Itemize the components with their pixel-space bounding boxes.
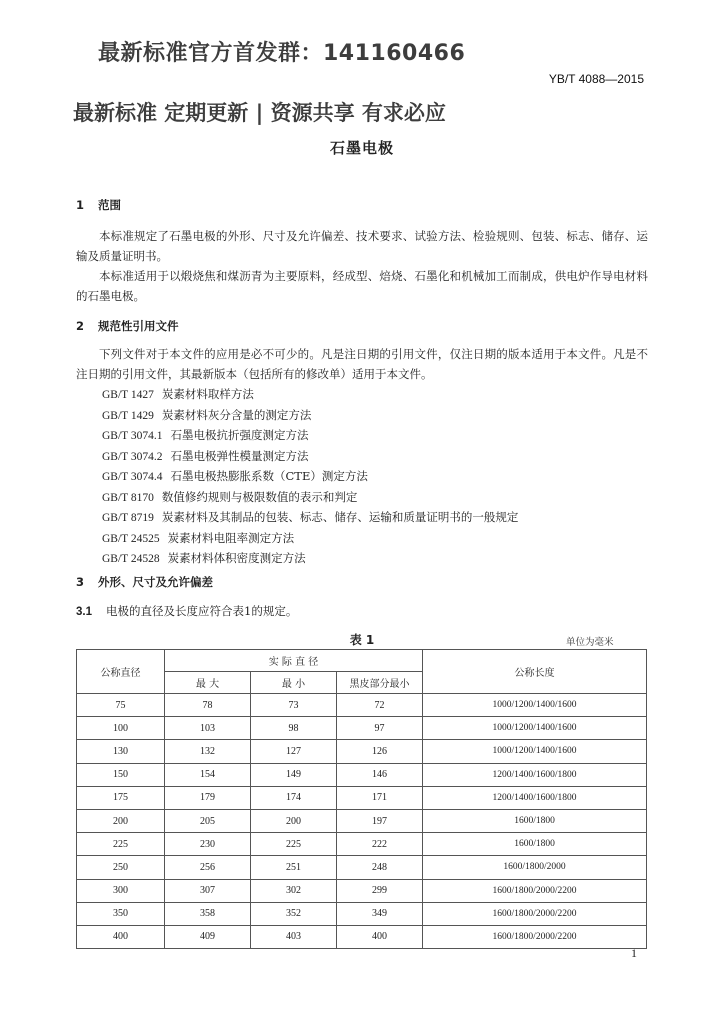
cell-min: 149 <box>251 763 337 786</box>
cell-min: 200 <box>251 809 337 832</box>
reference-title: 炭素材料灰分含量的测定方法 <box>161 407 312 422</box>
header-nominal-diameter: 公称直径 <box>77 650 165 694</box>
section-1-number: 1 <box>76 198 85 212</box>
header-rough-min: 黑皮部分最小 <box>337 672 423 694</box>
cell-nominal: 75 <box>77 694 165 717</box>
table-row <box>77 879 647 902</box>
cell-max: 179 <box>165 786 251 809</box>
section-1-paragraph-2: 本标准适用于以煅烧焦和煤沥青为主要原料，经成型、焙烧、石墨化和机械加工而制成，供电炉作导电材料的石墨电极。 <box>76 269 648 303</box>
section-3-title: 外形、尺寸及允许偏差 <box>98 575 213 589</box>
reference-code: GB/T 24525 <box>102 532 160 545</box>
reference-item <box>102 425 518 446</box>
cell-nominal: 400 <box>77 925 165 948</box>
table-row <box>77 717 647 740</box>
section-3-heading <box>76 574 213 590</box>
cell-rough: 72 <box>337 694 423 717</box>
table-row <box>77 902 647 925</box>
cell-max: 132 <box>165 740 251 763</box>
section-1-heading <box>76 197 121 213</box>
header-min: 最 小 <box>251 672 337 694</box>
section-2-number: 2 <box>76 319 85 333</box>
header-nominal-length: 公称长度 <box>423 650 647 694</box>
cell-length: 1600/1800/2000/2200 <box>423 925 647 948</box>
cell-length: 1000/1200/1400/1600 <box>423 740 647 763</box>
cell-min: 251 <box>251 856 337 879</box>
table-row <box>77 694 647 717</box>
banner-group-number: 最新标准官方首发群：141160466 <box>98 41 466 66</box>
cell-rough: 126 <box>337 740 423 763</box>
reference-item <box>102 548 518 569</box>
section-1-body <box>76 226 648 306</box>
reference-code: GB/T 3074.4 <box>102 471 163 483</box>
section-2-intro-block <box>76 344 648 384</box>
cell-max: 78 <box>165 694 251 717</box>
table-row <box>77 740 647 763</box>
cell-max: 358 <box>165 902 251 925</box>
cell-rough: 400 <box>337 925 423 948</box>
cell-rough: 299 <box>337 879 423 902</box>
document-title: 石墨电极 <box>329 139 394 157</box>
header-actual-diameter: 实 际 直 径 <box>165 650 423 672</box>
cell-nominal: 100 <box>77 717 165 740</box>
cell-max: 205 <box>165 809 251 832</box>
reference-item <box>102 507 518 528</box>
cell-nominal: 130 <box>77 740 165 763</box>
cell-nominal: 300 <box>77 879 165 902</box>
reference-title: 数值修约规则与极限数值的表示和判定 <box>161 489 358 504</box>
reference-code: GB/T 1427 <box>102 389 154 401</box>
section-2-title: 规范性引用文件 <box>98 319 179 333</box>
table-row <box>77 833 647 856</box>
cell-nominal: 225 <box>77 833 165 856</box>
table-row <box>77 809 647 832</box>
reference-item <box>102 384 518 405</box>
reference-item <box>102 446 518 467</box>
header-max: 最 大 <box>165 672 251 694</box>
table-row <box>77 786 647 809</box>
reference-title: 石墨电极热膨胀系数（CTE）测定方法 <box>170 469 368 483</box>
cell-max: 307 <box>165 879 251 902</box>
reference-code: GB/T 3074.1 <box>102 430 163 442</box>
cell-rough: 146 <box>337 763 423 786</box>
reference-item <box>102 487 518 508</box>
cell-length: 1200/1400/1600/1800 <box>423 763 647 786</box>
reference-code: GB/T 8170 <box>102 491 154 504</box>
reference-list <box>102 384 518 569</box>
reference-code: GB/T 24528 <box>102 553 160 565</box>
section-1-title: 范围 <box>98 198 121 212</box>
reference-title: 石墨电极抗折强度测定方法 <box>170 428 309 442</box>
cell-rough: 197 <box>337 809 423 832</box>
reference-item <box>102 405 518 426</box>
cell-min: 352 <box>251 902 337 925</box>
cell-min: 302 <box>251 879 337 902</box>
cell-max: 256 <box>165 856 251 879</box>
cell-rough: 97 <box>337 717 423 740</box>
cell-min: 98 <box>251 717 337 740</box>
cell-rough: 222 <box>337 833 423 856</box>
cell-min: 73 <box>251 694 337 717</box>
reference-title: 石墨电极弹性模量测定方法 <box>170 448 309 463</box>
reference-code: GB/T 1429 <box>102 409 154 422</box>
cell-length: 1200/1400/1600/1800 <box>423 786 647 809</box>
cell-max: 103 <box>165 717 251 740</box>
cell-nominal: 250 <box>77 856 165 879</box>
cell-max: 230 <box>165 833 251 856</box>
reference-item <box>102 528 518 549</box>
reference-item <box>102 466 518 487</box>
cell-min: 403 <box>251 925 337 948</box>
cell-min: 225 <box>251 833 337 856</box>
cell-rough: 248 <box>337 856 423 879</box>
cell-rough: 171 <box>337 786 423 809</box>
cell-rough: 349 <box>337 902 423 925</box>
reference-title: 炭素材料体积密度测定方法 <box>167 551 306 565</box>
cell-max: 154 <box>165 763 251 786</box>
banner-slogan: 最新标准 定期更新 | 资源共享 有求必应 <box>73 101 446 125</box>
cell-length: 1600/1800/2000/2200 <box>423 902 647 925</box>
table-row <box>77 856 647 879</box>
table-caption: 表 1 <box>349 633 375 647</box>
cell-nominal: 150 <box>77 763 165 786</box>
cell-min: 174 <box>251 786 337 809</box>
cell-min: 127 <box>251 740 337 763</box>
table-unit: 单位为毫米 <box>566 637 614 648</box>
cell-length: 1600/1800 <box>423 809 647 832</box>
page-number: 1 <box>631 946 637 960</box>
section-2-heading <box>76 318 179 334</box>
reference-code: GB/T 8719 <box>102 512 154 524</box>
reference-code: GB/T 3074.2 <box>102 450 163 463</box>
cell-length: 1000/1200/1400/1600 <box>423 694 647 717</box>
cell-nominal: 200 <box>77 809 165 832</box>
cell-nominal: 175 <box>77 786 165 809</box>
cell-length: 1600/1800/2000 <box>423 856 647 879</box>
dimension-table <box>76 649 647 949</box>
reference-title: 炭素材料及其制品的包装、标志、储存、运输和质量证明书的一般规定 <box>161 510 519 524</box>
clause-number: 3.1 <box>76 606 92 618</box>
cell-nominal: 350 <box>77 902 165 925</box>
cell-length: 1000/1200/1400/1600 <box>423 717 647 740</box>
section-3-number: 3 <box>76 575 85 589</box>
cell-length: 1600/1800 <box>423 833 647 856</box>
clause-3-1 <box>76 603 297 619</box>
table-row <box>77 763 647 786</box>
cell-length: 1600/1800/2000/2200 <box>423 879 647 902</box>
section-1-paragraph-1: 本标准规定了石墨电极的外形、尺寸及允许偏差、技术要求、试验方法、检验规则、包装、标志、储存、运输及质量证明书。 <box>76 229 648 263</box>
reference-title: 炭素材料取样方法 <box>161 387 254 401</box>
cell-max: 409 <box>165 925 251 948</box>
standard-number: YB/T 4088—2015 <box>548 72 644 86</box>
clause-text: 电极的直径及长度应符合表1的规定。 <box>106 604 298 618</box>
reference-title: 炭素材料电阻率测定方法 <box>167 530 295 545</box>
section-2-intro: 下列文件对于本文件的应用是必不可少的。凡是注日期的引用文件，仅注日期的版本适用于本文件。凡是不注日期的引用文件，其最新版本（包括所有的修改单）适用于本文件。 <box>76 347 648 381</box>
table-row <box>77 925 647 948</box>
